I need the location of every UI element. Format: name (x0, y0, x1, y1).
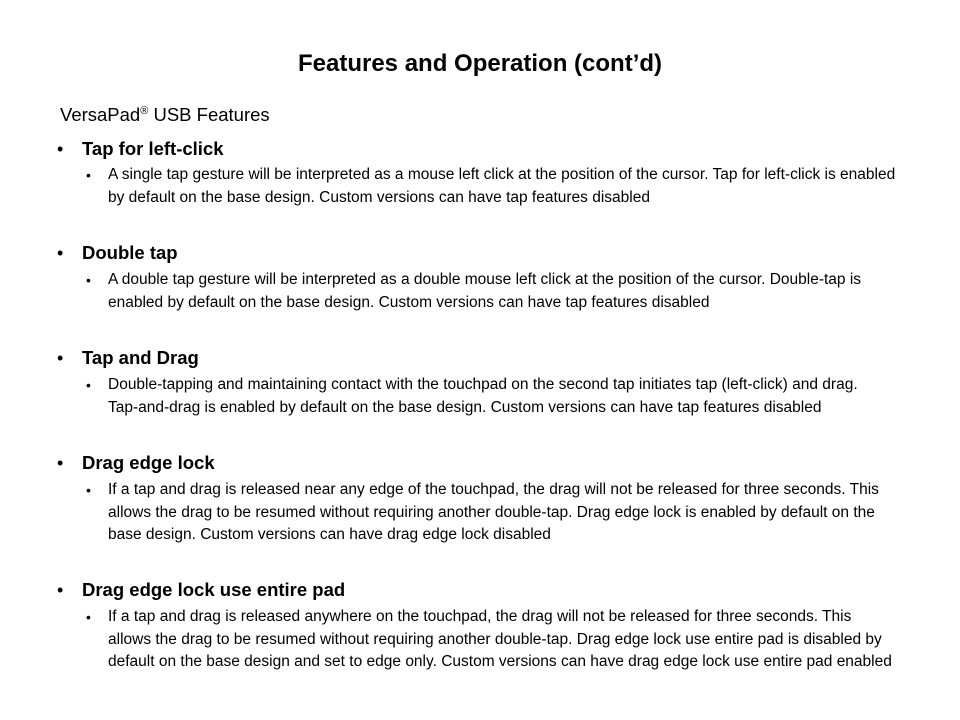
subtitle-product: VersaPad (60, 104, 141, 125)
feature-description: If a tap and drag is released anywhere on the touchpad, the drag will not be released for three seconds. This allows the drag to be resumed without requiring another double-tap. Drag edge lock use entire pad is disabled by default on the base design and set to edge only. Custom versions can have drag edge lock use entire pad enabled (108, 608, 892, 670)
bullet-icon: • (57, 243, 64, 263)
sub-bullet-icon: • (86, 167, 91, 183)
bullet-icon: • (57, 453, 64, 473)
sub-bullet-icon: • (86, 377, 91, 393)
bullet-icon: • (57, 348, 64, 368)
sub-bullet-icon: • (86, 482, 91, 498)
feature-description: Double-tapping and maintaining contact with the touchpad on the second tap initiates tap (left-click) and drag. Tap-and-drag is enabled by default on the base design. Custom versions can have tap features disabled (108, 376, 858, 416)
slide-title: Features and Operation (cont’d) (297, 50, 663, 77)
sub-bullet-icon: • (86, 272, 91, 288)
feature-description: If a tap and drag is released near any edge of the touchpad, the drag will not be released for three seconds. This allows the drag to be resumed without requiring another double-tap. Drag edge lock is enabled by default on the base design. Custom versions can have drag edge lock disabled (108, 481, 879, 543)
feature-heading: Double tap (82, 242, 178, 263)
registered-mark: ® (140, 105, 149, 117)
bullet-icon: • (57, 580, 64, 600)
feature-description: A single tap gesture will be interpreted as a mouse left click at the position of the cursor. Tap for left-click is enabled by default on the base design. Custom versions can have tap features disabled (108, 166, 896, 206)
feature-heading: Drag edge lock use entire pad (82, 579, 346, 600)
subtitle-rest: USB Features (148, 104, 270, 125)
feature-description: A double tap gesture will be interpreted as a double mouse left click at the position of the cursor. Double-tap is enabled by default on the base design. Custom versions can have tap features disabled (108, 271, 862, 311)
feature-heading: Drag edge lock (82, 452, 215, 473)
sub-bullet-icon: • (86, 609, 91, 625)
slide-subtitle (60, 103, 270, 127)
feature-heading: Tap for left-click (82, 138, 224, 159)
bullet-icon: • (57, 139, 64, 159)
feature-heading: Tap and Drag (82, 347, 199, 368)
